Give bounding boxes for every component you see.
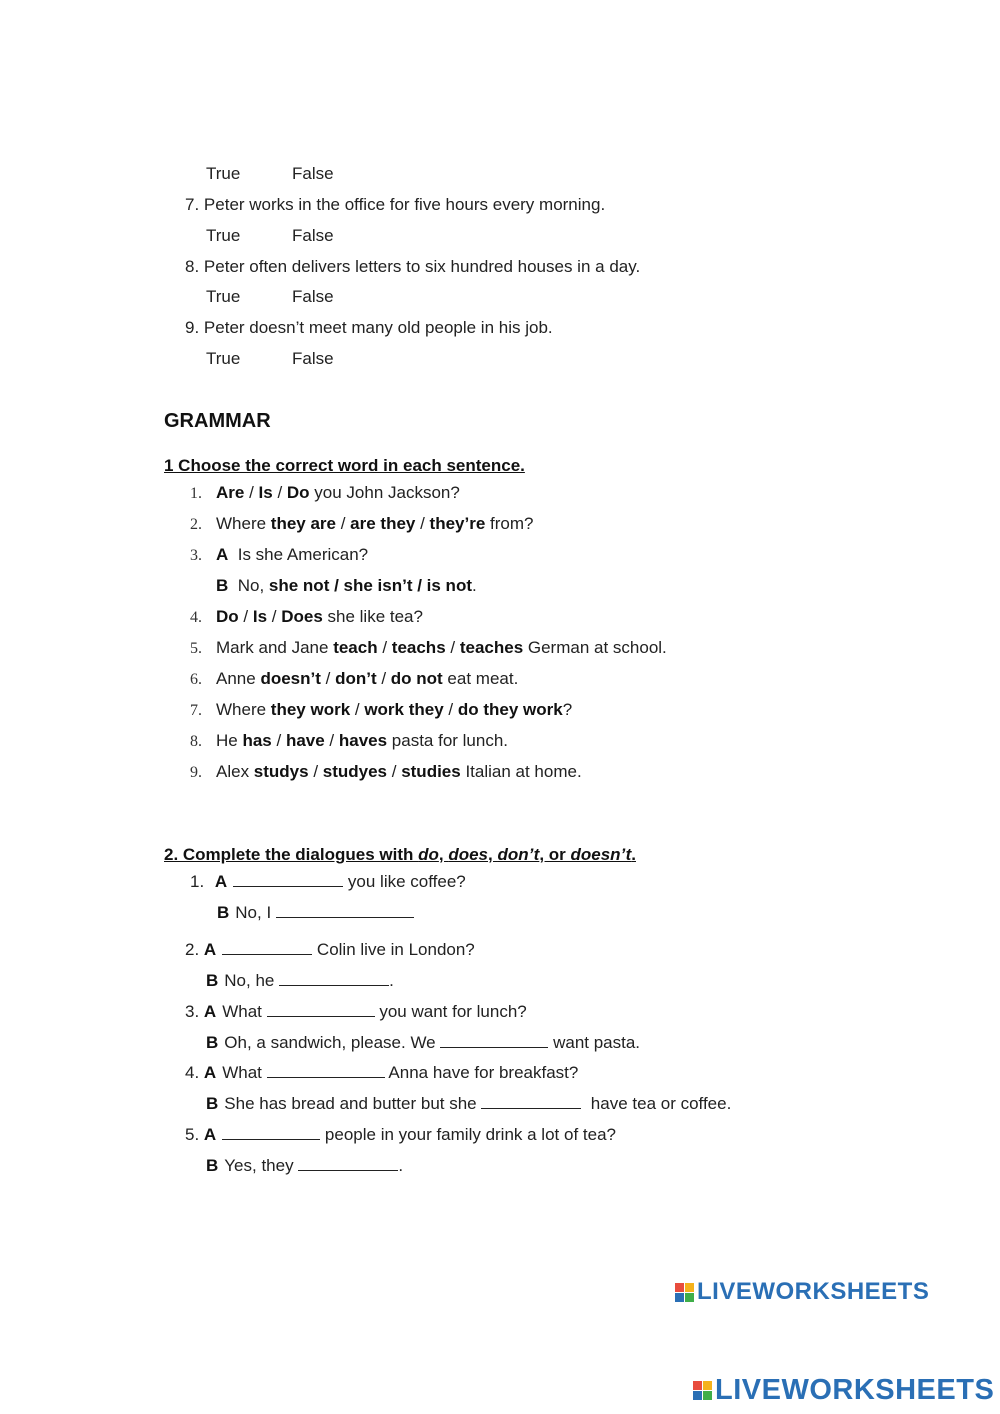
liveworksheets-logo-footer (693, 1374, 994, 1407)
question-text: Peter often delivers letters to six hundred houses in a day. (203, 257, 641, 276)
separator: / (350, 700, 365, 719)
speaker-label: A (216, 545, 229, 564)
option-a[interactable]: Do (216, 607, 239, 626)
ex2-item-4b (206, 1094, 731, 1114)
separator: / (244, 483, 259, 502)
ex1-item-1 (190, 483, 460, 503)
sentence-start: Where (216, 700, 271, 719)
ex1-item-3a (190, 545, 368, 565)
option-b[interactable]: work they (364, 700, 444, 719)
option-c[interactable]: haves (338, 731, 388, 750)
sentence-start: Where (216, 514, 271, 533)
item-number: 8. (190, 733, 202, 750)
ex1-item-7 (190, 700, 572, 720)
item-number: 5. (190, 640, 202, 657)
false-option[interactable]: False (292, 164, 334, 183)
sentence-start: Oh, a sandwich, please. We (224, 1033, 441, 1052)
sentence-end: . (472, 576, 477, 595)
false-option[interactable]: False (292, 287, 334, 306)
speaker-label: B (206, 1094, 219, 1113)
reading-question-8 (185, 257, 640, 277)
option-a[interactable]: they work (270, 700, 351, 719)
ex2-item-2b (206, 971, 394, 991)
answer-blank[interactable] (298, 1156, 398, 1171)
item-number: 3. (185, 1002, 200, 1021)
sentence-end: Anna have for breakfast? (384, 1063, 579, 1082)
separator: / (324, 731, 339, 750)
separator: / (271, 731, 286, 750)
ex2-item-3a (185, 1002, 527, 1022)
option-c[interactable]: do they work (457, 700, 563, 719)
option-a[interactable]: teach (333, 638, 378, 657)
options[interactable]: she not / she isn’t / is not (268, 576, 472, 595)
sentence-end: ? (562, 700, 573, 719)
keyword-doesnt: doesn’t (570, 845, 632, 864)
sentence-end: German at school. (523, 638, 667, 657)
sentence-end: . (389, 971, 394, 990)
answer-blank[interactable] (222, 940, 312, 955)
question-number: 9. (185, 318, 200, 337)
speaker-label: A (203, 1002, 217, 1021)
sentence-end: Italian at home. (460, 762, 582, 781)
question-number: 7. (185, 195, 200, 214)
sentence-end: people in your family drink a lot of tea? (320, 1125, 616, 1144)
sentence-start: Anne (216, 669, 261, 688)
option-a[interactable]: doesn’t (260, 669, 321, 688)
option-a[interactable]: Are (216, 483, 245, 502)
sentence-start: Alex (216, 762, 254, 781)
ex1-item-3b (216, 576, 477, 596)
ex2-item-5a (185, 1125, 616, 1145)
sentence-end: have tea or coffee. (581, 1094, 732, 1113)
speaker-label: B (206, 1156, 219, 1175)
liveworksheets-logo (675, 1278, 929, 1306)
sentence-start: He (216, 731, 243, 750)
item-number: 4. (185, 1063, 200, 1082)
item-number: 6. (190, 671, 202, 688)
sentence-start: What (222, 1002, 267, 1021)
ex1-item-5 (190, 638, 667, 658)
sentence-start: No, (228, 576, 269, 595)
question-text: Peter works in the office for five hours every morning. (203, 195, 606, 214)
option-c[interactable]: Does (281, 607, 323, 626)
option-c[interactable]: they’re (429, 514, 486, 533)
separator: / (238, 607, 253, 626)
speaker-label: B (206, 1033, 219, 1052)
option-b[interactable]: teachs (391, 638, 446, 657)
answer-blank[interactable] (233, 872, 343, 887)
sentence-end: you like coffee? (343, 872, 466, 891)
separator: / (445, 638, 460, 657)
separator: / (267, 607, 282, 626)
option-a[interactable]: has (242, 731, 272, 750)
item-number: 2. (185, 940, 200, 959)
sentence-end: you want for lunch? (374, 1002, 527, 1021)
option-b[interactable]: studyes (322, 762, 388, 781)
conjunction: , or (539, 845, 571, 864)
sentence-text: Is she American? (228, 545, 369, 564)
ex2-item-2a (185, 940, 475, 960)
ex1-item-9 (190, 762, 582, 782)
keyword-does: does (448, 845, 489, 864)
separator: / (336, 514, 351, 533)
ex1-item-2 (190, 514, 533, 534)
exercise-2-heading (164, 845, 636, 865)
speaker-label: B (216, 576, 229, 595)
ex1-item-6 (190, 669, 518, 689)
item-number: 1. (190, 485, 202, 502)
question-text: Peter doesn’t meet many old people in his job. (203, 318, 553, 337)
answer-blank[interactable] (222, 1125, 320, 1140)
ex1-item-4 (190, 607, 423, 627)
item-number: 7. (190, 702, 202, 719)
answer-blank[interactable] (276, 903, 414, 918)
true-option[interactable]: True (206, 287, 241, 306)
sentence-end: . (398, 1156, 404, 1175)
exercise-1-heading: 1 Choose the correct word in each sentence. (164, 456, 525, 475)
sentence-start: No, I (235, 903, 276, 922)
item-number: 2. (190, 516, 202, 533)
true-option[interactable]: True (206, 164, 241, 183)
ex2-item-1a (190, 872, 466, 892)
answer-blank[interactable] (267, 1002, 375, 1017)
option-b[interactable]: Is (258, 483, 273, 502)
ex2-item-5b (206, 1156, 403, 1176)
true-option[interactable]: True (206, 349, 241, 368)
sentence-end: pasta for lunch. (387, 731, 509, 750)
answer-blank[interactable] (279, 971, 389, 986)
ex2-item-1b (217, 903, 414, 923)
separator: / (376, 669, 391, 688)
speaker-label: A (203, 1125, 217, 1144)
separator: / (308, 762, 323, 781)
speaker-label: B (206, 971, 219, 990)
separator: / (377, 638, 392, 657)
option-c[interactable]: Do (286, 483, 310, 502)
logo-icon (693, 1381, 712, 1400)
separator: / (443, 700, 458, 719)
option-a[interactable]: they are (270, 514, 336, 533)
sentence-end: Colin live in London? (312, 940, 475, 959)
ex1-item-8 (190, 731, 508, 751)
section-title: GRAMMAR (164, 410, 271, 432)
speaker-label: A (203, 940, 217, 959)
sentence-end: want pasta. (548, 1033, 641, 1052)
question-number: 8. (185, 257, 200, 276)
logo-text: LIVEWORKSHEETS (715, 1374, 995, 1406)
option-b[interactable]: don’t (335, 669, 377, 688)
option-a[interactable]: studys (253, 762, 309, 781)
separator: / (272, 483, 287, 502)
sentence-end: you John Jackson? (309, 483, 460, 502)
speaker-label: B (217, 903, 230, 922)
period: . (631, 845, 636, 864)
reading-question-7 (185, 195, 605, 215)
option-b[interactable]: are they (350, 514, 416, 533)
separator: / (415, 514, 430, 533)
item-number: 5. (185, 1125, 200, 1144)
option-c[interactable]: teaches (459, 638, 524, 657)
sentence-end: from? (485, 514, 534, 533)
comma: , (488, 845, 498, 864)
keyword-dont: don’t (497, 845, 540, 864)
item-number: 9. (190, 764, 202, 781)
keyword-do: do (418, 845, 439, 864)
sentence-start: No, he (224, 971, 280, 990)
sentence-start: Mark and Jane (216, 638, 334, 657)
sentence-start: She has bread and butter but she (224, 1094, 482, 1113)
answer-blank[interactable] (440, 1033, 548, 1048)
ex2-item-4a (185, 1063, 578, 1083)
sentence-end: eat meat. (442, 669, 519, 688)
answer-blank[interactable] (267, 1063, 385, 1078)
option-c[interactable]: do not (390, 669, 443, 688)
item-number: 1. (190, 872, 205, 891)
option-c[interactable]: studies (401, 762, 461, 781)
true-option[interactable]: True (206, 226, 241, 245)
item-number: 4. (190, 609, 202, 626)
sentence-end: she like tea? (322, 607, 423, 626)
speaker-label: A (203, 1063, 217, 1082)
ex2-item-3b (206, 1033, 640, 1053)
reading-question-9 (185, 318, 553, 338)
option-b[interactable]: Is (252, 607, 268, 626)
option-b[interactable]: have (285, 731, 325, 750)
false-option[interactable]: False (292, 226, 334, 245)
item-number: 3. (190, 547, 202, 564)
false-option[interactable]: False (292, 349, 334, 368)
answer-blank[interactable] (481, 1094, 581, 1109)
heading-text: 2. Complete the dialogues with (164, 845, 419, 864)
sentence-start: Yes, they (224, 1156, 299, 1175)
separator: / (320, 669, 336, 688)
logo-icon (675, 1283, 694, 1302)
speaker-label: A (214, 872, 228, 891)
sentence-start: What (222, 1063, 267, 1082)
separator: / (387, 762, 402, 781)
logo-text: LIVEWORKSHEETS (697, 1278, 930, 1305)
comma: , (438, 845, 449, 864)
